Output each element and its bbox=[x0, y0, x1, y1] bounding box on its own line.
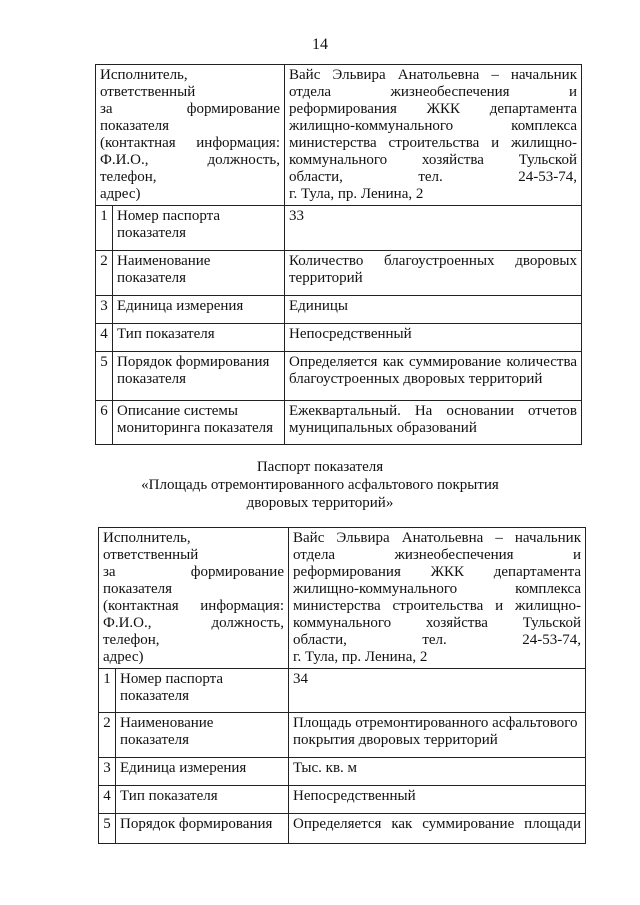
row-label bbox=[113, 251, 285, 296]
row-value bbox=[289, 786, 586, 814]
executor-value-line: министерства строительства и жилищно- bbox=[289, 135, 577, 151]
row-number: 6 bbox=[96, 401, 113, 445]
row-label-line: Наименование показателя bbox=[117, 253, 211, 286]
table-row bbox=[96, 352, 582, 401]
row-value-line: Непосредственный bbox=[289, 326, 412, 342]
heading-title: Паспорт показателя bbox=[256, 459, 384, 475]
row-label-line: Описание системы bbox=[117, 403, 238, 419]
row-label bbox=[113, 401, 285, 445]
executor-value-line: отдела жизнеобеспечения и bbox=[293, 547, 581, 563]
executor-label-line: Ф.И.О., должность, телефон, bbox=[103, 615, 284, 648]
executor-label bbox=[99, 528, 289, 669]
table-row bbox=[96, 296, 582, 324]
executor-value-line: Вайс Эльвира Анатольевна – начальник bbox=[289, 67, 577, 83]
executor-label-line: Исполнитель, ответственный bbox=[103, 530, 199, 563]
executor-value-line: области, тел. 24-53-74, bbox=[289, 169, 577, 185]
executor-label-line: за формирование показателя bbox=[100, 101, 280, 134]
table-row bbox=[99, 786, 586, 814]
row-value-line: покрытия дворовых территорий bbox=[293, 732, 498, 748]
row-label-line: Номер паспорта bbox=[117, 208, 221, 224]
executor-value-line: жилищно-коммунального комплекса bbox=[289, 118, 577, 134]
row-value bbox=[285, 324, 582, 352]
row-label bbox=[116, 713, 289, 758]
row-label bbox=[113, 352, 285, 401]
row-label-line: Тип показателя bbox=[117, 326, 215, 342]
executor-value bbox=[285, 65, 582, 206]
row-value bbox=[285, 352, 582, 401]
passport-table-33 bbox=[95, 64, 582, 445]
row-value-line: Определяется как суммирование количества bbox=[289, 354, 577, 370]
table-row bbox=[96, 401, 582, 445]
executor-value-line: коммунального хозяйства Тульской bbox=[289, 152, 577, 168]
row-label bbox=[113, 296, 285, 324]
row-label bbox=[113, 324, 285, 352]
row-value-line: территорий bbox=[289, 270, 363, 286]
row-label bbox=[116, 669, 289, 713]
row-value-line: 34 bbox=[293, 671, 308, 687]
executor-value-line: отдела жизнеобеспечения и bbox=[289, 84, 577, 100]
row-value bbox=[289, 814, 586, 844]
table-row bbox=[96, 251, 582, 296]
executor-value-line: реформирования ЖКК департамента bbox=[289, 101, 577, 117]
heading-indicator-name: «Площадь отремонтированного асфальтового покрытия bbox=[141, 477, 499, 493]
table-row bbox=[96, 324, 582, 352]
row-value-line: благоустроенных дворовых территорий bbox=[289, 371, 543, 387]
row-label-line: Тип показателя bbox=[120, 788, 218, 804]
executor-value-line: жилищно-коммунального комплекса bbox=[293, 581, 581, 597]
table-row bbox=[99, 758, 586, 786]
row-number: 1 bbox=[99, 669, 116, 713]
executor-value bbox=[289, 528, 586, 669]
row-value bbox=[285, 251, 582, 296]
row-label-line: Порядок формирования bbox=[120, 816, 273, 832]
row-number: 4 bbox=[99, 786, 116, 814]
executor-label-line: (контактная информация: bbox=[100, 135, 280, 151]
row-value-line: 33 bbox=[289, 208, 304, 224]
row-label-line: показателя bbox=[117, 225, 187, 241]
row-label-line: Номер паспорта bbox=[120, 671, 224, 687]
executor-label-line: адрес) bbox=[103, 649, 144, 665]
row-value-line: муниципальных образований bbox=[289, 420, 477, 436]
row-number: 2 bbox=[96, 251, 113, 296]
row-label-line: Единица измерения bbox=[120, 760, 247, 776]
row-label-line: показателя bbox=[120, 688, 190, 704]
row-value-line: Количество благоустроенных дворовых bbox=[289, 253, 577, 269]
row-value bbox=[285, 401, 582, 445]
table-row bbox=[99, 814, 586, 844]
row-value-line: Единицы bbox=[289, 298, 348, 314]
row-label bbox=[116, 786, 289, 814]
row-label-line: показателя bbox=[117, 371, 187, 387]
row-number: 2 bbox=[99, 713, 116, 758]
table-row bbox=[99, 669, 586, 713]
executor-value-line: реформирования ЖКК департамента bbox=[293, 564, 581, 580]
passport-heading bbox=[0, 458, 640, 512]
executor-label-line: (контактная информация: bbox=[103, 598, 284, 614]
row-number: 5 bbox=[96, 352, 113, 401]
row-label bbox=[116, 758, 289, 786]
executor-label-line: адрес) bbox=[100, 186, 141, 202]
row-label bbox=[116, 814, 289, 844]
row-value-line: Ежеквартальный. На основании отчетов bbox=[289, 403, 577, 419]
row-label-line: Единица измерения bbox=[117, 298, 244, 314]
row-value-line: Непосредственный bbox=[293, 788, 416, 804]
executor-label-line: Исполнитель, ответственный bbox=[100, 67, 196, 100]
table-row bbox=[96, 206, 582, 251]
table-row bbox=[99, 713, 586, 758]
executor-label-line: Ф.И.О., должность, телефон, bbox=[100, 152, 280, 185]
row-value-line: Тыс. кв. м bbox=[293, 760, 358, 776]
executor-label bbox=[96, 65, 285, 206]
executor-row bbox=[99, 528, 586, 669]
row-value-line: Определяется как суммирование площади bbox=[293, 816, 581, 832]
row-value bbox=[289, 713, 586, 758]
row-value bbox=[289, 758, 586, 786]
row-label-line: Наименование показателя bbox=[120, 715, 214, 748]
row-label bbox=[113, 206, 285, 251]
executor-row bbox=[96, 65, 582, 206]
row-number: 3 bbox=[99, 758, 116, 786]
page-number: 14 bbox=[312, 36, 328, 53]
row-number: 1 bbox=[96, 206, 113, 251]
row-value bbox=[289, 669, 586, 713]
executor-value-line: г. Тула, пр. Ленина, 2 bbox=[293, 649, 428, 665]
executor-value-line: министерства строительства и жилищно- bbox=[293, 598, 581, 614]
passport-table-34 bbox=[98, 527, 586, 844]
row-number: 3 bbox=[96, 296, 113, 324]
row-number: 5 bbox=[99, 814, 116, 844]
heading-indicator-name-cont: дворовых территорий» bbox=[246, 495, 394, 511]
executor-label-line: за формирование показателя bbox=[103, 564, 284, 597]
executor-value-line: г. Тула, пр. Ленина, 2 bbox=[289, 186, 424, 202]
executor-value-line: Вайс Эльвира Анатольевна – начальник bbox=[293, 530, 581, 546]
row-value-line: Площадь отремонтированного асфальтового bbox=[293, 715, 578, 731]
executor-value-line: области, тел. 24-53-74, bbox=[293, 632, 581, 648]
row-label-line: Порядок формирования bbox=[117, 354, 270, 370]
row-value bbox=[285, 206, 582, 251]
executor-value-line: коммунального хозяйства Тульской bbox=[293, 615, 581, 631]
row-number: 4 bbox=[96, 324, 113, 352]
row-label-line: мониторинга показателя bbox=[117, 420, 274, 436]
row-value bbox=[285, 296, 582, 324]
